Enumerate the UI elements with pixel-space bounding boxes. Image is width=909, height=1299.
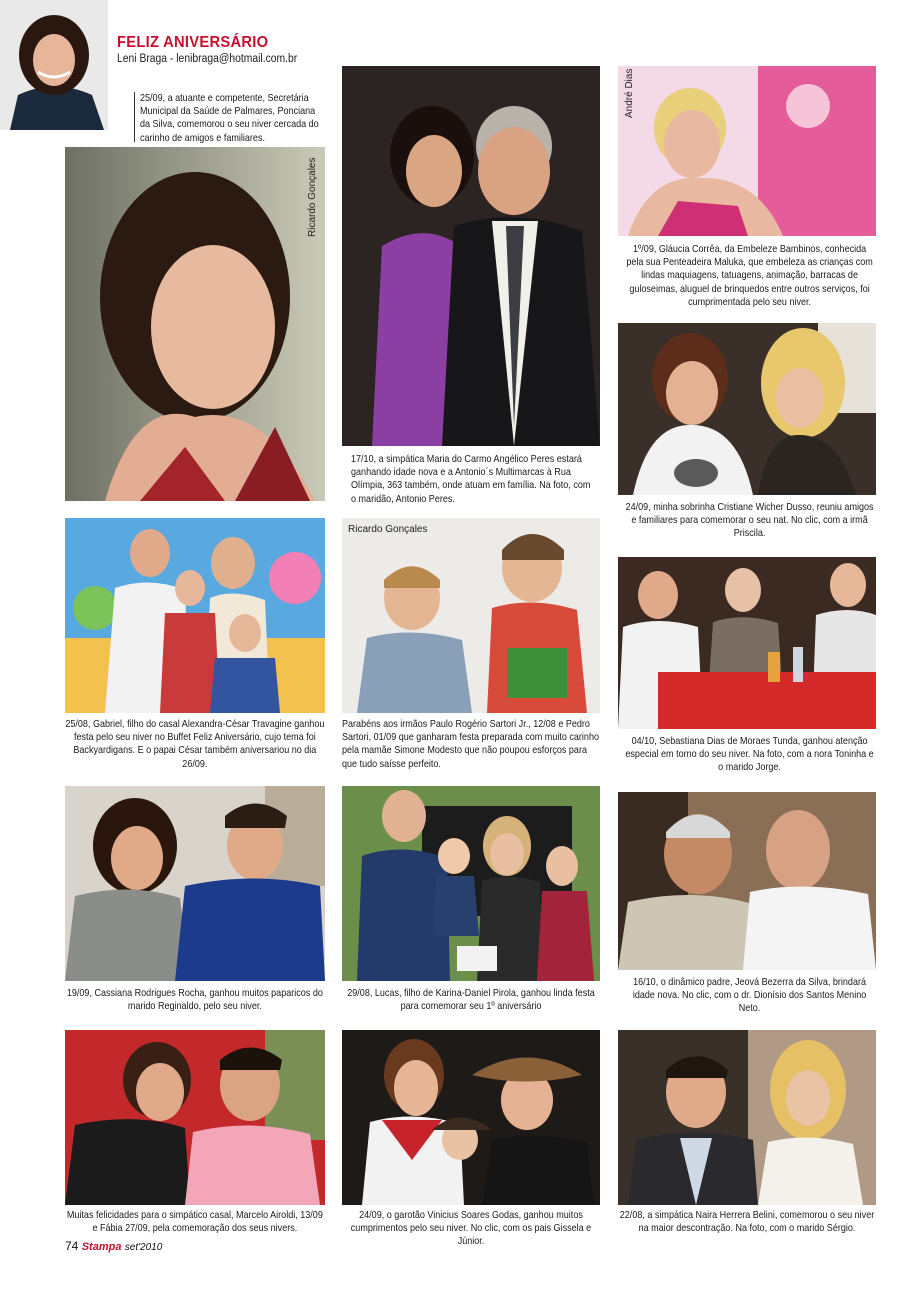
caption-photo-8: 19/09, Cassiana Rodrigues Rocha, ganhou muitos paparicos do marido Reginaldo, pelo seu niver. [66,987,323,1013]
intro-divider [134,92,135,142]
photo-credit-3: André Dias [624,68,635,118]
photo-credit-1: Ricardo Gonçales [307,157,318,237]
caption-photo-10: 16/10, o dinâmico padre, Jeová Bezerra da Silva, brindará idade nova. No clic, com o dr. Dionísio dos Santos Menino Neto. [632,976,867,1015]
caption-photo-3: 1º/09, Gláucia Corrêa, da Embeleze Bambinos, conhecida pela sua Penteadeira Maluka, que embeleza as crianças com lindas maquiagens, tatuagens, animação, barracas de guloseimas, aluguel de brinquedos entre outros serviços, foi cumprimentada pelo seu niver. [626,243,873,308]
photo-couple-purple-dress [342,66,600,446]
caption-photo-9: 29/08, Lucas, filho de Karina-Daniel Pirola, ganhou linda festa para comemorar seu 1º aniversário [347,987,595,1013]
photo-family-lucas [342,786,600,981]
page-number: 74 [65,1239,79,1253]
photo-credit-6: Ricardo Gonçales [348,524,428,535]
photo-couple-marcelo-fabia [65,1030,325,1205]
caption-photo-13: 22/08, a simpática Naira Herrera Belini, comemorou o seu niver na maior descontração. Na foto, com o marido Sérgio. [619,1209,875,1235]
photo-aunt-and-nieces [618,323,876,495]
photo-family-backyardigans [65,518,325,713]
photo-family-vinicius [342,1030,600,1205]
photo-portrait-woman [65,147,325,501]
columnist-byline: Leni Braga - lenibraga@hotmail.com.br [117,53,298,65]
intro-caption: 25/09, a atuante e competente, Secretária Municipal da Saúde de Palmares, Ponciana da Silva, comemorou o seu niver cercada do carinho de amigos e familiares. [140,92,319,144]
columnist-portrait [0,0,108,130]
caption-photo-11: Muitas felicidades para o simpático casal, Marcelo Airoldi, 13/09 e Fábia 27/09, pela comemoração dos seus nivers. [66,1209,323,1235]
photo-couple-cassiana [65,786,325,981]
issue-date: set'2010 [124,1242,163,1253]
photo-brothers [342,518,600,713]
photo-couple-naira-sergio [618,1030,876,1205]
caption-photo-7: 04/10, Sebastiana Dias de Moraes Tunda, ganhou atenção especial em torno do seu niver. Na foto, com a nora Toninha e o marido Jorge. [625,735,874,774]
caption-photo-6: Parabéns aos irmãos Paulo Rogério Sartori Jr., 12/08 e Pedro Sartori, 01/09 que ganharam festa preparada com muito carinho pela mamãe Simone Modesto que não poupou esforços para que tudo saísse perfeito. [342,718,600,770]
caption-photo-5: 25/08, Gabriel, filho do casal Alexandra-César Travagine ganhou festa pelo seu niver no Buffet Feliz Aniversário, cujo tema foi Backyardigans. E o papai César também aniversariou no dia 26/09. [65,718,325,770]
magazine-name: Stampa [81,1241,122,1253]
photo-party-woman-pink [618,66,876,236]
page-footer [65,1239,162,1253]
section-title: FELIZ ANIVERSÁRIO [117,34,269,51]
caption-photo-4: 24/09, minha sobrinha Cristiane Wicher Dusso, reuniu amigos e familiares para comemorar o seu nat. No clic, com a irmã Priscila. [625,501,874,540]
caption-photo-2: 17/10, a simpática Maria do Carmo Angélico Peres estará ganhando idade nova e a Antonio´s Multimarcas à Rua Olímpia, 363 também, onde atuam em família. Na foto, com o maridão, Antonio Peres. [351,453,591,505]
photo-family-dinner [618,557,876,729]
photo-padre-and-doctor [618,792,876,970]
caption-photo-12: 24/09, o garotão Vinicius Soares Godas, ganhou muitos cumprimentos pelo seu niver. No clic, com os pais Gissela e Júnior. [350,1209,592,1248]
